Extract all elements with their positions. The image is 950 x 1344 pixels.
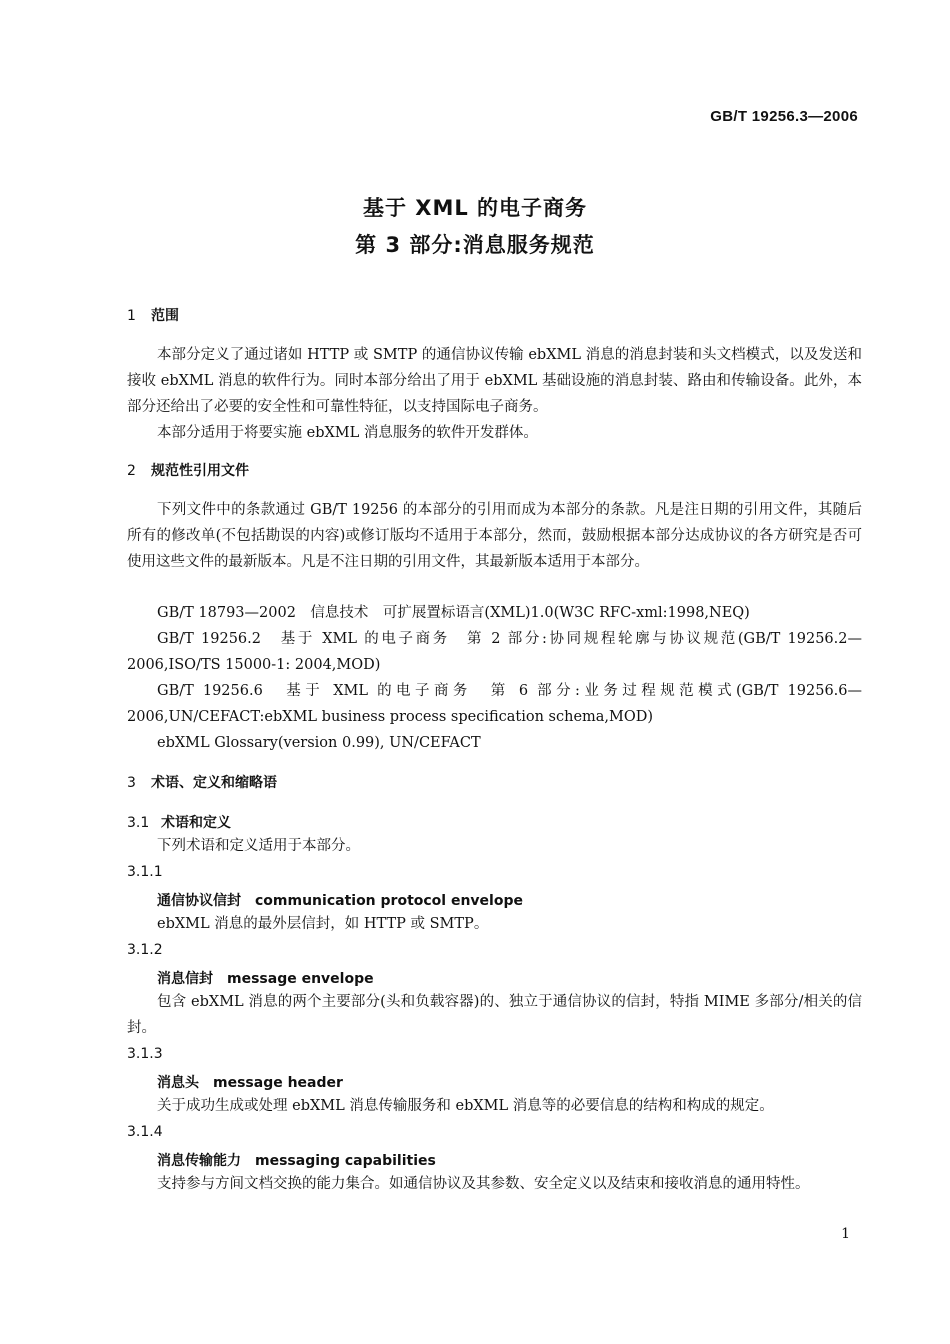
- subsection-3-1-intro: 下列术语和定义适用于本部分。: [157, 838, 360, 854]
- term-3-1-4-en: messaging capabilities: [255, 1153, 436, 1169]
- term-3-1-3-number: 3.1.3: [127, 1046, 163, 1062]
- section-1-number: 1: [127, 308, 136, 324]
- normative-reference-1: GB/T 18793—2002 信息技术 可扩展置标语言(XML)1.0(W3C RFC-xml:1998,NEQ): [157, 605, 750, 621]
- section-1-paragraph-2: 本部分适用于将要实施 ebXML 消息服务的软件开发群体。: [157, 425, 538, 441]
- section-2-intro: 下列文件中的条款通过 GB/T 19256 的本部分的引用而成为本部分的条款。凡是注日期的引用文件，其随后所有的修改单(不包括勘误的内容)或修订版均不适用于本部分，然而，鼓励根据本部分达成协议的各方研究是否可使用这些文件的最新版本。凡是不注日期的引用文件，其最新版本适用于本部分。: [127, 502, 862, 570]
- term-3-1-4-number: 3.1.4: [127, 1124, 163, 1140]
- term-3-1-3-name: [157, 1072, 343, 1092]
- document-title-line2: 第 3 部分:消息服务规范: [355, 233, 595, 257]
- term-3-1-2-en: message envelope: [227, 971, 374, 987]
- term-3-1-2-name: [157, 968, 374, 988]
- subsection-3-1-heading: [127, 812, 231, 832]
- term-3-1-3-en: message header: [213, 1075, 343, 1091]
- subsection-3-1-title: 术语和定义: [161, 815, 231, 831]
- term-3-1-2-definition: 包含 ebXML 消息的两个主要部分(头和负载容器)的、独立于通信协议的信封，特指 MIME 多部分/相关的信封。: [127, 994, 862, 1036]
- term-3-1-1-en: communication protocol envelope: [255, 893, 523, 909]
- section-1-paragraph-1: 本部分定义了通过诸如 HTTP 或 SMTP 的通信协议传输 ebXML 消息的消息封装和头文档模式，以及发送和接收 ebXML 消息的软件行为。同时本部分给出了用于 ebXML 基础设施的消息封装、路由和传输设备。此外，本部分还给出了必要的安全性和可靠性特征，以支持国际电子商务。: [127, 347, 862, 415]
- section-1-title: 范围: [151, 308, 179, 324]
- term-3-1-1-definition: ebXML 消息的最外层信封，如 HTTP 或 SMTP。: [157, 916, 489, 932]
- term-3-1-1-number: 3.1.1: [127, 864, 163, 880]
- term-3-1-2-number: 3.1.2: [127, 942, 163, 958]
- page-number: 1: [841, 1226, 850, 1242]
- normative-reference-4: ebXML Glossary(version 0.99), UN/CEFACT: [157, 735, 481, 751]
- section-1-heading: [127, 305, 179, 325]
- normative-reference-3: GB/T 19256.6 基于 XML 的电子商务 第 6 部分:业务过程规范模式(GB/T 19256.6—2006,UN/CEFACT:ebXML business process specification schema,MOD): [127, 683, 862, 725]
- term-3-1-2-zh: 消息信封: [157, 971, 213, 987]
- term-3-1-1-zh: 通信协议信封: [157, 893, 241, 909]
- section-3-title: 术语、定义和缩略语: [151, 775, 277, 791]
- term-3-1-4-definition: 支持参与方间文档交换的能力集合。如通信协议及其参数、安全定义以及结束和接收消息的通用特性。: [157, 1176, 810, 1192]
- term-3-1-4-name: [157, 1150, 436, 1170]
- term-3-1-3-zh: 消息头: [157, 1075, 199, 1091]
- term-3-1-3-definition: 关于成功生成或处理 ebXML 消息传输服务和 ebXML 消息等的必要信息的结构和构成的规定。: [157, 1098, 774, 1114]
- section-3-number: 3: [127, 775, 136, 791]
- term-3-1-1-name: [157, 890, 523, 910]
- section-3-heading: [127, 772, 277, 792]
- section-2-title: 规范性引用文件: [151, 463, 249, 479]
- term-3-1-4-zh: 消息传输能力: [157, 1153, 241, 1169]
- section-2-heading: [127, 460, 249, 480]
- standard-number: GB/T 19256.3—2006: [710, 108, 858, 125]
- normative-reference-2: GB/T 19256.2 基于 XML 的电子商务 第 2 部分:协同规程轮廓与协议规范(GB/T 19256.2—2006,ISO/TS 15000-1: 2004,MOD): [127, 631, 862, 673]
- subsection-3-1-number: 3.1: [127, 815, 150, 831]
- section-2-number: 2: [127, 463, 136, 479]
- document-title-line1: 基于 XML 的电子商务: [362, 196, 588, 220]
